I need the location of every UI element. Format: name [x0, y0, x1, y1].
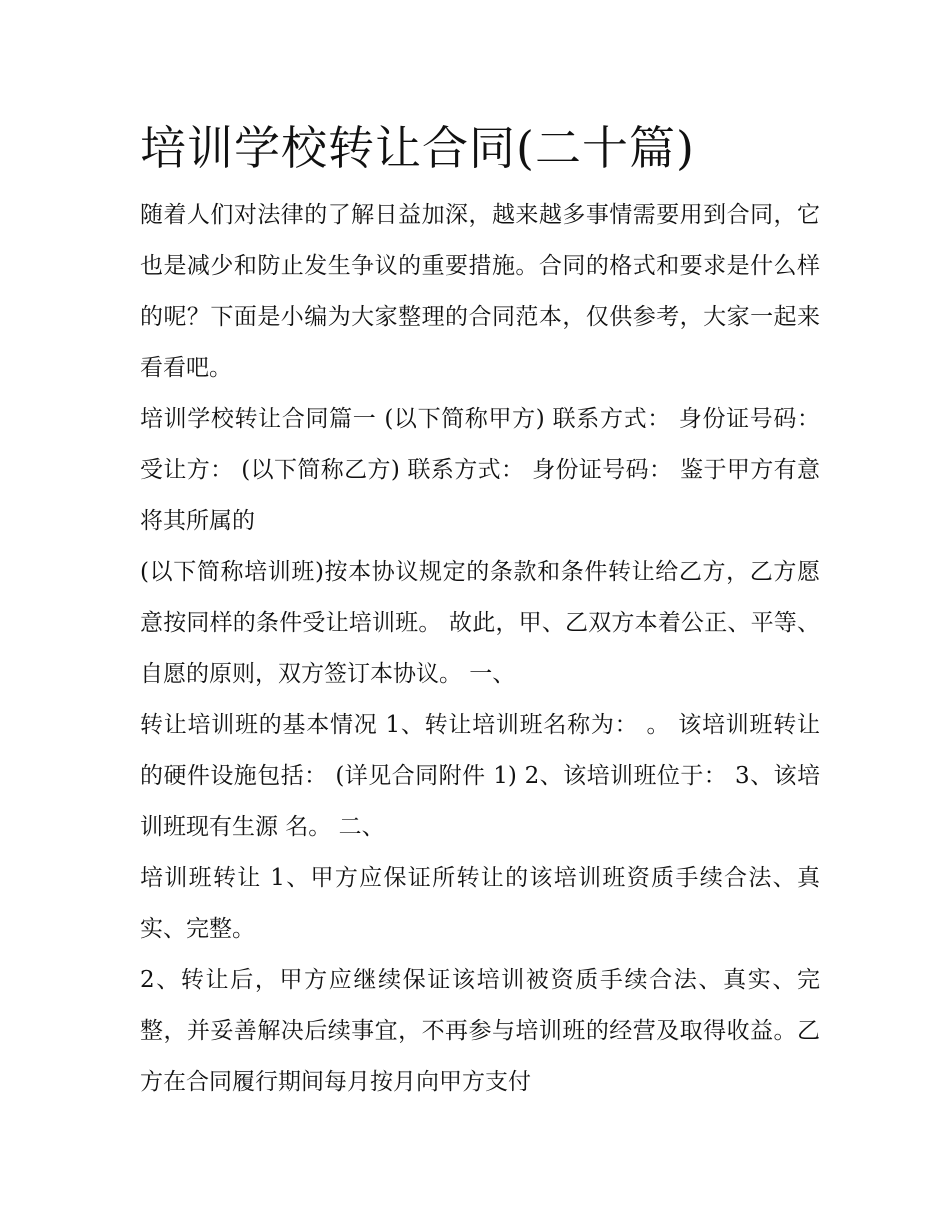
document-page	[140, 110, 820, 1108]
paragraph-basic-info: 转让培训班的基本情况 1、转让培训班名称为： 。 该培训班转让的硬件设施包括： (详见合同附件 1) 2、该培训班位于： 3、该培训班现有生源 名。 二、	[140, 712, 820, 840]
document-title: 培训学校转让合同(二十篇)	[140, 121, 695, 175]
paragraph-transfer-terms: (以下简称培训班)按本协议规定的条款和条件转让给乙方，乙方愿意按同样的条件受让培训班。 故此，甲、乙双方本着公正、平等、自愿的原则，双方签订本协议。 一、	[140, 559, 820, 687]
paragraph-post-transfer: 2、转让后，甲方应继续保证该培训被资质手续合法、真实、完整，并妥善解决后续事宜，不再参与培训班的经营及取得收益。乙方在合同履行期间每月按月向甲方支付	[140, 967, 820, 1095]
paragraph-parties: 培训学校转让合同篇一 (以下简称甲方) 联系方式： 身份证号码： 受让方： (以下简称乙方) 联系方式： 身份证号码： 鉴于甲方有意将其所属的	[140, 406, 820, 534]
paragraph-guarantee: 培训班转让 1、甲方应保证所转让的该培训班资质手续合法、真实、完整。	[140, 865, 820, 942]
paragraph-intro: 随着人们对法律的了解日益加深，越来越多事情需要用到合同，它也是减少和防止发生争议的重要措施。合同的格式和要求是什么样的呢？下面是小编为大家整理的合同范本，仅供参考，大家一起来看看吧。	[140, 202, 820, 381]
